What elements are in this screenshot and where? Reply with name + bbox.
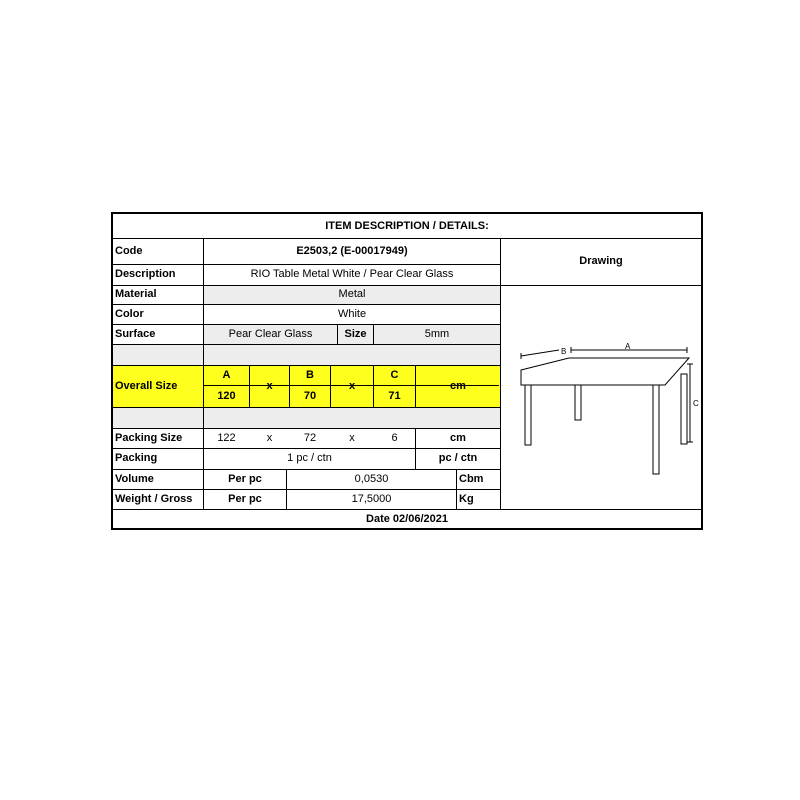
leg-front-right: [653, 385, 659, 474]
code-label: Code: [115, 244, 143, 257]
surface-value: Pear Clear Glass: [228, 327, 313, 340]
volume-label: Volume: [115, 472, 154, 485]
weight-unit: Kg: [459, 492, 474, 505]
weight-per: Per pc: [228, 492, 262, 505]
surface-label: Surface: [115, 327, 156, 340]
overall-a-value: 120: [217, 390, 236, 402]
sheet-title: ITEM DESCRIPTION / DETAILS:: [325, 219, 489, 232]
dim-line-b: [521, 350, 559, 356]
size-label: Size: [344, 327, 367, 340]
drawing-label: Drawing: [579, 255, 623, 267]
item-details-sheet: [111, 212, 703, 530]
packing-unit: pc / ctn: [438, 452, 478, 464]
description-value: RIO Table Metal White / Pear Clear Glass: [250, 268, 454, 280]
table-drawing: [517, 342, 699, 480]
leg-back-right: [681, 374, 687, 444]
dim-c-label: C: [693, 399, 699, 408]
material-value: Metal: [338, 288, 366, 300]
dim-b-label: B: [561, 347, 567, 356]
packing-value: 1 pc / ctn: [287, 452, 332, 464]
overall-b-label: B: [306, 368, 314, 381]
color-label: Color: [115, 307, 144, 320]
color-value: White: [337, 307, 367, 320]
overall-c-label: C: [390, 368, 399, 381]
packing-size-label: Packing Size: [115, 431, 183, 444]
packing-size-c: 6: [391, 431, 398, 444]
size-value: 5mm: [424, 327, 450, 340]
spacer-band-bottom: [113, 407, 500, 428]
overall-x1: x: [266, 379, 273, 392]
overall-unit: cm: [450, 379, 466, 392]
leg-back-left: [575, 385, 581, 420]
overall-a-label: A: [222, 368, 231, 381]
rule-overall: [113, 407, 500, 408]
packing-size-x1: x: [266, 431, 273, 444]
volume-per: Per pc: [228, 472, 262, 485]
dim-a-label: A: [625, 342, 631, 351]
packing-size-a: 122: [217, 431, 236, 444]
spacer-band-top: [113, 344, 500, 365]
rule-surface: [113, 344, 500, 345]
overall-x2: x: [348, 379, 356, 392]
footer-date: Date 02/06/2021: [366, 512, 448, 525]
packing-size-x2: x: [349, 431, 355, 444]
description-label: Description: [115, 268, 176, 280]
packing-size-unit: cm: [450, 431, 466, 444]
tabletop-outline: [521, 358, 689, 385]
code-value: E2503,2 (E-00017949): [296, 244, 408, 257]
volume-unit: Cbm: [459, 472, 484, 485]
packing-label: Packing: [115, 452, 158, 464]
weight-value: 17,5000: [351, 492, 392, 505]
volume-value: 0,0530: [354, 472, 389, 485]
leg-front-left: [525, 385, 531, 445]
weight-label: Weight / Gross: [115, 492, 193, 505]
overall-b-value: 70: [303, 390, 317, 402]
material-label: Material: [115, 288, 157, 300]
packing-size-b: 72: [303, 431, 317, 444]
overall-c-value: 71: [388, 390, 401, 402]
overall-size-label: Overall Size: [115, 379, 178, 392]
